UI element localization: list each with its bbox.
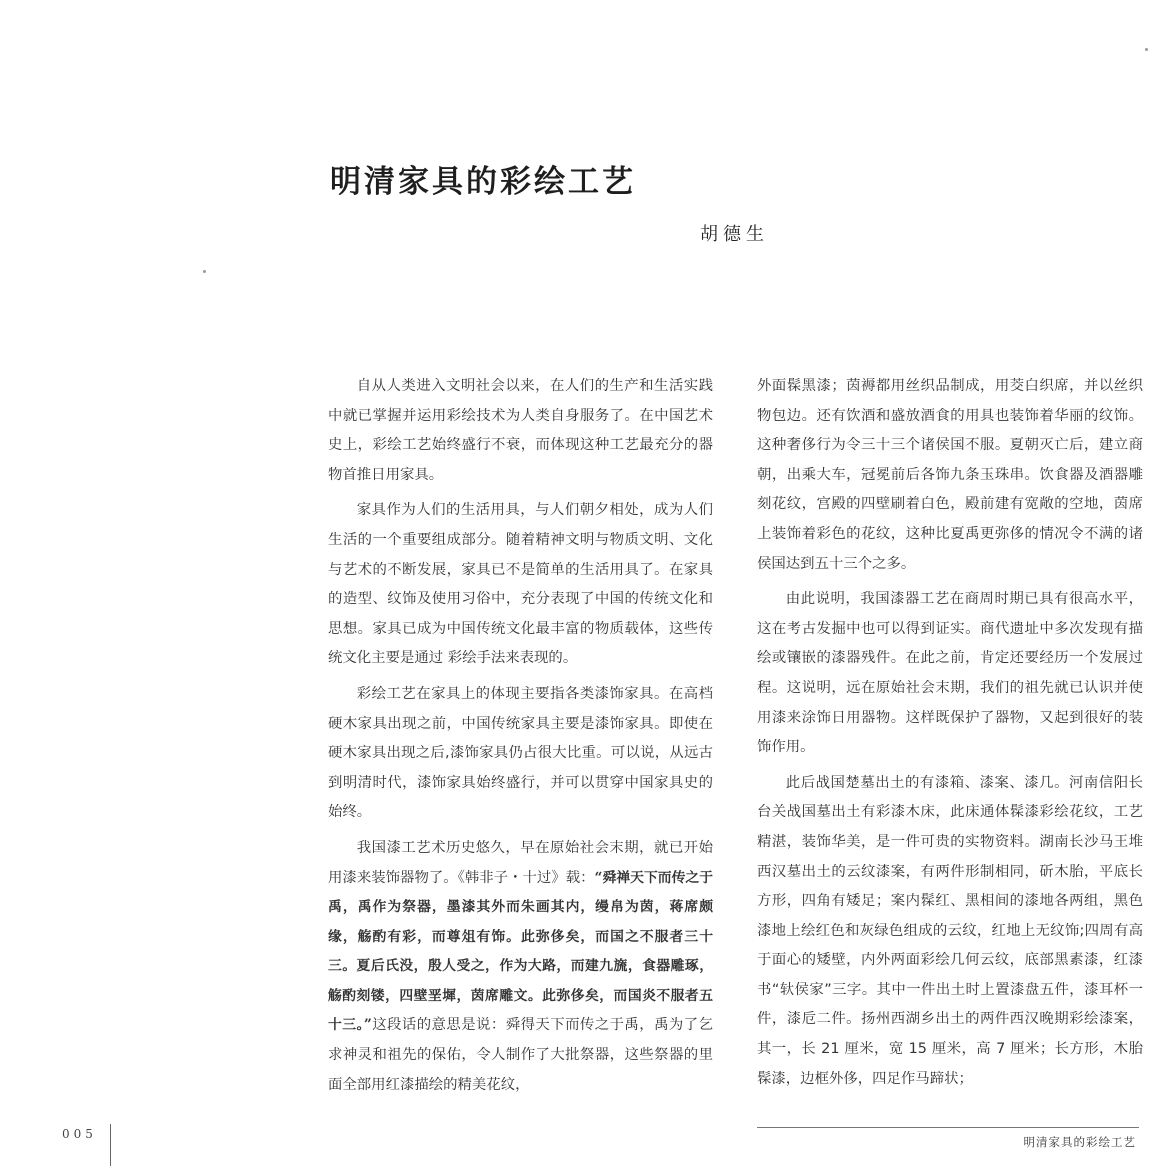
paragraph: 自从人类进入文明社会以来，在人们的生产和生活实践中就已掌握并运用彩绘技术为人类自身服务了。在中国艺术史上，彩绘工艺始终盛行不衰，而体现这种工艺最充分的器物首推日用家具。 (328, 378, 713, 483)
paragraph-tail: 这段话的意思是说：舜得天下而传之于禹，禹为了乞求神灵和祖先的保佑，令人制作了大批祭器，这些祭器的里面全部用红漆描绘的精美花纹， (328, 1017, 713, 1093)
footer-divider (110, 1124, 111, 1166)
paragraph: 由此说明，我国漆器工艺在商周时期已具有很高水平，这在考古发掘中也可以得到证实。商代遗址中多次发现有描绘或镶嵌的漆器残件。在此之前，肯定还要经历一个发展过程。这说明，远在原始社会末期，我们的祖先就已认识并使用漆来涂饰日用器物。这样既保护了器物，又起到很好的装饰作用。 (757, 591, 1143, 756)
left-text-column (328, 372, 713, 1106)
paragraph: 彩绘工艺在家具上的体现主要指各类漆饰家具。在高档硬木家具出现之前，中国传统家具主要是漆饰家具。即使在硬木家具出现之后,漆饰家具仍占很大比重。可以说，从远古到明清时代，漆饰家具始终盛行，并可以贯穿中国家具史的始终。 (328, 685, 713, 821)
article-author: 胡德生 (700, 224, 769, 245)
paragraph-intro: 我国漆工艺术历史悠久，早在原始社会末期，就已开始用漆来装饰器物了。《韩非子・十过》载： (328, 839, 713, 886)
page-number: 005 (62, 1127, 97, 1141)
right-text-column (757, 372, 1143, 1100)
scan-speck (203, 270, 206, 273)
article-title: 明清家具的彩绘工艺 (330, 164, 636, 200)
running-title: 明清家具的彩绘工艺 (1023, 1135, 1136, 1149)
paragraph-with-quotation (328, 834, 713, 1100)
paragraph: 此后战国楚墓出土的有漆箱、漆案、漆几。河南信阳长台关战国墓出土有彩漆木床，此床通体髹漆彩绘花纹，工艺精湛，装饰华美，是一件可贵的实物资料。湖南长沙马王堆西汉墓出土的云纹漆案，有两件形制相同，斫木胎，平底长方形，四角有矮足；案内髹红、黑相间的漆地各两组，黑色漆地上绘红色和灰绿色组成的云纹，红地上无纹饰;四周有高于面心的矮壁，内外两面彩绘几何云纹，底部黑素漆，红漆书“轪侯家”三字。其中一件出土时上置漆盘五件，漆耳杯一件，漆卮二件。扬州西湖乡出土的两件西汉晚期彩绘漆案，其一，长 21 厘米，宽 15 厘米，高 7 厘米；长方形，木胎髹漆，边框外侈，四足作马蹄状； (757, 774, 1143, 1087)
classical-quotation: “舜禅天下而传之于禹，禹作为祭器，墨漆其外而朱画其内，缦帛为茵，蒋席颇缘，觞酌有彩，而尊俎有饰。此弥侈矣，而国之不服者三十三。夏后氏没，殷人受之，作为大路，而建九旒，食器雕琢，觞酌刻镂，四壁垩墀，茵席雕文。此弥侈矣，而国炎不服者五十三。” (328, 869, 713, 1034)
paragraph: 家具作为人们的生活用具，与人们朝夕相处，成为人们生活的一个重要组成部分。随着精神文明与物质文明、文化与艺术的不断发展，家具已不是简单的生活用具了。在家具的造型、纹饰及使用习俗中，充分表现了中国的传统文化和思想。家具已成为中国传统文化最丰富的物质载体，这些传统文化主要是通过 彩绘手法来表现的。 (328, 502, 713, 667)
footer-rule (757, 1127, 1139, 1128)
scan-speck (1145, 48, 1148, 51)
paragraph-continued: 外面髹黑漆；茵褥都用丝织品制成，用茭白织席，并以丝织物包边。还有饮酒和盛放酒食的用具也装饰着华丽的纹饰。这种奢侈行为令三十三个诸侯国不服。夏朝灭亡后，建立商朝，出乘大车，冠冕前后各饰九条玉珠串。饮食器及酒器雕刻花纹，宫殿的四壁刷着白色，殿前建有宽敞的空地，茵席上装饰着彩色的花纹，这种比夏禹更弥侈的情况令不满的诸侯国达到五十三个之多。 (757, 378, 1143, 572)
